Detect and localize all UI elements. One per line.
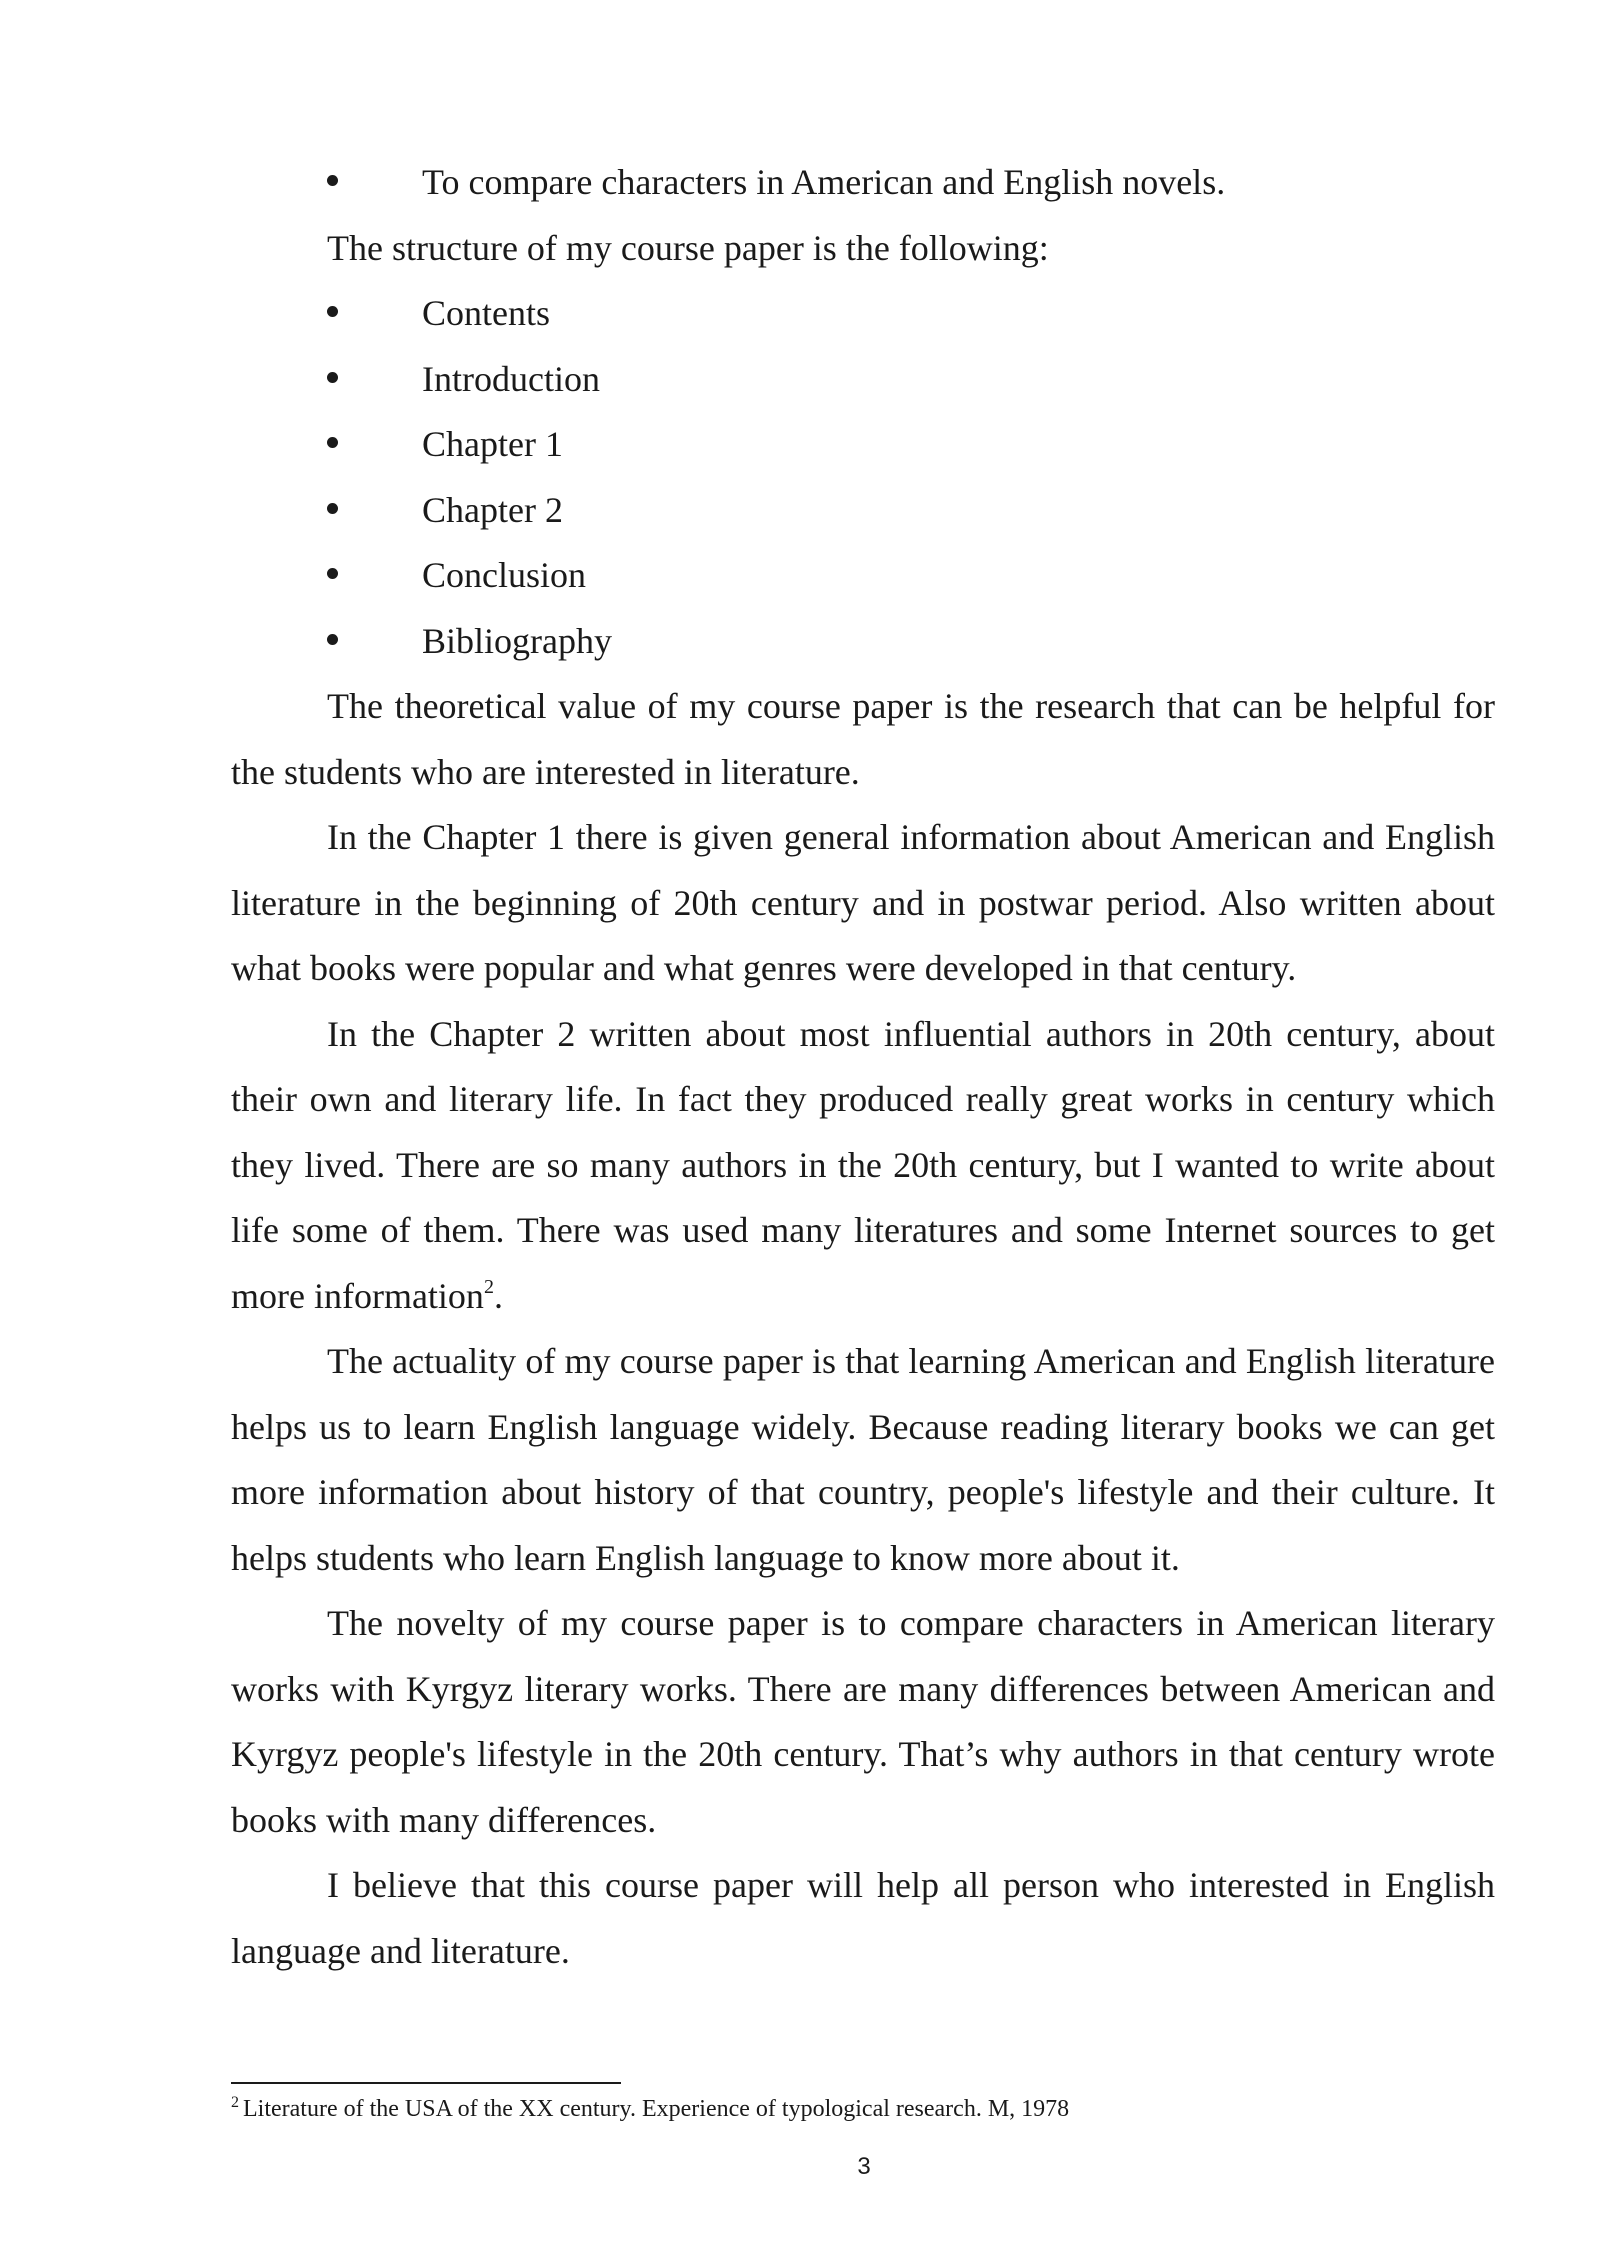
list-item-text: Bibliography: [422, 620, 612, 661]
list-item-text: Chapter 2: [422, 489, 563, 530]
paragraph-chapter-2: [231, 1002, 1495, 1330]
footnote-separator: [231, 2082, 621, 2084]
objectives-list: [231, 150, 1495, 216]
list-item: [231, 281, 1495, 347]
page-body: [231, 150, 1495, 1984]
paragraph-chapter-2-text: In the Chapter 2 written about most influential authors in 20th century, about their own and literary life. In fact they produced really great works in century which they lived. There are so many authors in the 20th century, but I wanted to write about life some of them. There was used many literatures and some Internet sources to get more information: [231, 1013, 1495, 1316]
footnote-text: Literature of the USA of the XX century. Experience of typological research. M, 1978: [243, 2096, 1070, 2122]
page-number: 3: [857, 2153, 871, 2180]
bullet-icon: [327, 372, 338, 383]
paragraph-chapter-2-end: .: [493, 1275, 503, 1316]
list-item: [231, 609, 1495, 675]
bullet-icon: [327, 634, 338, 645]
bullet-icon: [327, 437, 338, 448]
list-item: [231, 543, 1495, 609]
list-item-text: Contents: [422, 293, 551, 333]
list-item: [231, 478, 1495, 544]
paragraph-novelty: The novelty of my course paper is to compare characters in American literary works with Kyrgyz literary works. There are many differences between American and Kyrgyz people's lifestyle in the 20th century. That’s why authors in that century wrote books with many differences.: [231, 1603, 1495, 1840]
list-item: [231, 347, 1495, 413]
paragraph-actuality: The actuality of my course paper is that learning American and English literature helps us to learn English language widely. Because reading literary books we can get more information about history of that country, people's lifestyle and their culture. It helps students who learn English language to know more about it.: [231, 1341, 1495, 1578]
bullet-icon: [327, 175, 338, 186]
list-item-text: Introduction: [422, 358, 600, 399]
paragraph-belief: I believe that this course paper will help all person who interested in English language and literature.: [231, 1865, 1495, 1971]
paragraph-theoretical-value: The theoretical value of my course paper is the research that can be helpful for the students who are interested in literature.: [231, 686, 1495, 792]
list-item-text: To compare characters in American and English novels.: [422, 162, 1226, 202]
bullet-icon: [327, 306, 338, 317]
bullet-icon: [327, 503, 338, 514]
structure-intro: The structure of my course paper is the following:: [327, 227, 1049, 268]
paragraph-chapter-1: In the Chapter 1 there is given general information about American and English literature in the beginning of 20th century and in postwar period. Also written about what books were popular and what genres were developed in that century.: [231, 817, 1495, 988]
list-item: [231, 150, 1495, 216]
list-item: [231, 412, 1495, 478]
structure-list: [231, 281, 1495, 674]
footnote: [231, 2092, 1495, 2126]
list-item-text: Conclusion: [422, 555, 587, 595]
footnote-mark: 2: [231, 2094, 239, 2111]
footnote-reference: 2: [483, 1275, 494, 1298]
bullet-icon: [327, 568, 338, 579]
list-item-text: Chapter 1: [422, 424, 563, 464]
